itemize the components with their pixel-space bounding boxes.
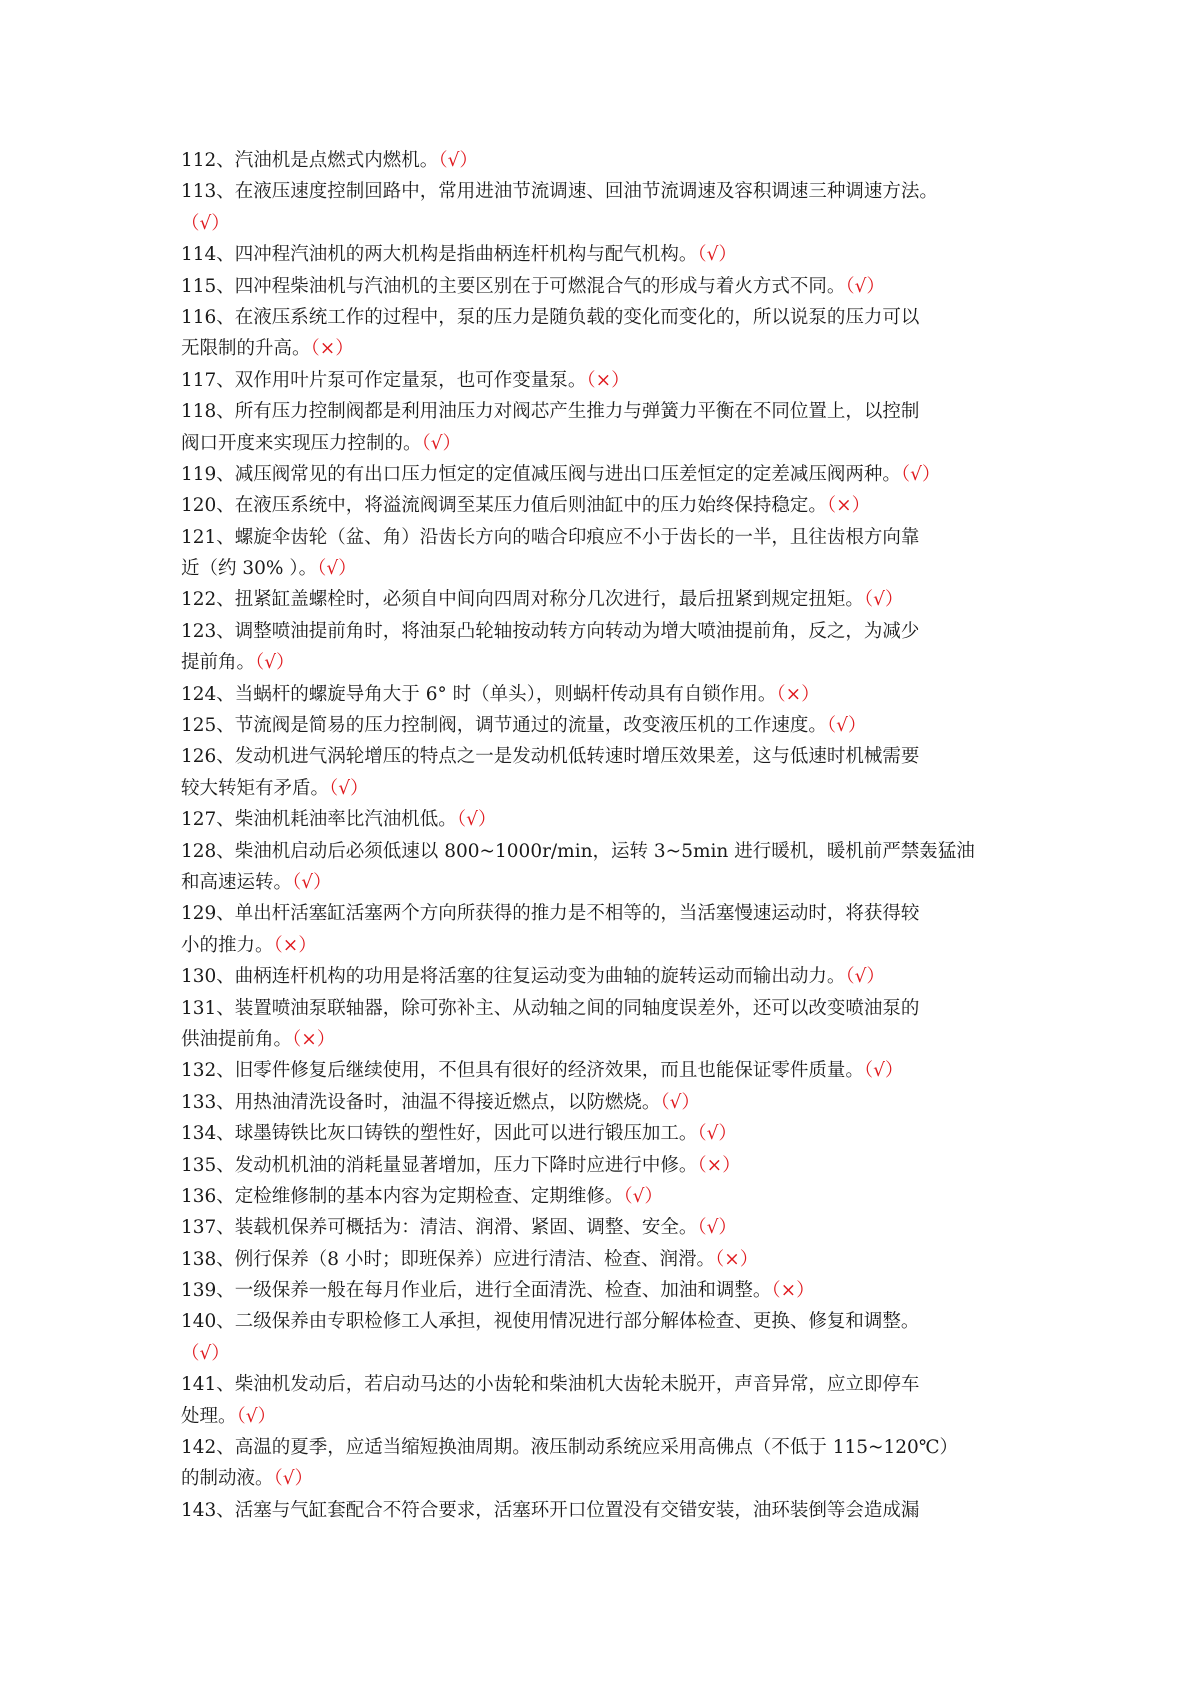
question-text: 阀口开度来实现压力控制的。 — [181, 432, 422, 454]
question-text: 128、柴油机启动后必须低速以 800~1000r/min，运转 3~5min 进行暖机，暖机前严禁轰猛油 — [181, 840, 975, 862]
question-text: 140、二级保养由专职检修工人承担，视使用情况进行部分解体检查、更换、修复和调整。 — [181, 1311, 920, 1333]
question-item — [181, 271, 1011, 302]
question-line — [181, 522, 1011, 553]
question-item — [181, 1275, 1011, 1306]
question-line — [181, 208, 1011, 239]
question-text: 142、高温的夏季，应适当缩短换油周期。液压制动系统应采用高佛点（不低于 115~120℃） — [181, 1437, 959, 1459]
answer-mark: （√） — [255, 652, 295, 674]
question-text: 120、在液压系统中，将溢流阀调至某压力值后则油缸中的压力始终保持稳定。 — [181, 495, 827, 517]
question-line — [181, 1306, 1011, 1337]
question-line — [181, 616, 1011, 647]
answer-mark: （√） — [292, 871, 332, 893]
question-text: 近（约 30% ）。 — [181, 558, 318, 580]
answer-mark: （√） — [863, 1060, 904, 1082]
question-line — [181, 365, 1011, 396]
answer-mark: （√） — [845, 966, 885, 988]
question-line — [181, 1401, 1011, 1432]
question-line — [181, 1055, 1011, 1086]
question-text: 136、定检维修制的基本内容为定期检查、定期维修。 — [181, 1185, 624, 1207]
question-line — [181, 1118, 1011, 1149]
question-line — [181, 490, 1011, 521]
question-line — [181, 333, 1011, 364]
question-item — [181, 1244, 1011, 1275]
question-line — [181, 679, 1011, 710]
question-line — [181, 239, 1011, 270]
question-text: 113、在液压速度控制回路中，常用进油节流调速、回油节流调速及容积调速三种调速方法。 — [181, 181, 938, 203]
question-line — [181, 773, 1011, 804]
question-item — [181, 679, 1011, 710]
question-line — [181, 1024, 1011, 1055]
question-line — [181, 1087, 1011, 1118]
question-item — [181, 616, 1011, 679]
question-line — [181, 741, 1011, 772]
question-line — [181, 930, 1011, 961]
question-line — [181, 993, 1011, 1024]
answer-mark: （√） — [697, 1217, 737, 1239]
question-line — [181, 459, 1011, 490]
question-line — [181, 302, 1011, 333]
question-text: 121、螺旋伞齿轮（盆、角）沿齿长方向的啮合印痕应不小于齿长的一半，且往齿根方向靠 — [181, 526, 920, 548]
question-item — [181, 1087, 1011, 1118]
answer-mark: （×） — [826, 495, 871, 517]
answer-mark: （√） — [697, 244, 737, 266]
question-text: 118、所有压力控制阀都是利用油压力对阀芯产生推力与弹簧力平衡在不同位置上，以控制 — [181, 401, 920, 423]
answer-mark: （×） — [776, 683, 820, 705]
question-line — [181, 396, 1011, 427]
question-line — [181, 145, 1011, 176]
question-line — [181, 867, 1011, 898]
question-text: 112、汽油机是点燃式内燃机。 — [181, 150, 439, 171]
question-text: 134、球墨铸铁比灰口铸铁的塑性好，因此可以进行锻压加工。 — [181, 1123, 698, 1145]
question-line — [181, 176, 1011, 207]
question-item — [181, 804, 1011, 835]
question-line — [181, 1181, 1011, 1212]
answer-mark: （×） — [586, 369, 630, 391]
question-line — [181, 1212, 1011, 1243]
answer-mark: （√） — [697, 1123, 737, 1145]
answer-mark: （√） — [317, 558, 357, 580]
answer-mark: （√） — [623, 1185, 663, 1207]
question-line — [181, 1275, 1011, 1306]
question-text: 的制动液。 — [181, 1468, 274, 1490]
answer-mark: （×） — [292, 1028, 336, 1050]
question-text: 139、一级保养一般在每月作业后，进行全面清洗、检查、加油和调整。 — [181, 1280, 772, 1302]
answer-mark: （×） — [714, 1248, 759, 1270]
question-text: 119、减压阀常见的有出口压力恒定的定值减压阀与进出口压差恒定的定差减压阀两种。 — [181, 463, 901, 485]
question-item — [181, 584, 1011, 615]
answer-mark: （√） — [273, 1468, 314, 1490]
question-line — [181, 1244, 1011, 1275]
question-line — [181, 553, 1011, 584]
question-item — [181, 710, 1011, 741]
question-line — [181, 1432, 1011, 1463]
question-text: 114、四冲程汽油机的两大机构是指曲柄连杆机构与配气机构。 — [181, 244, 698, 266]
answer-mark: （×） — [771, 1280, 815, 1302]
question-text: 138、例行保养（8 小时；即班保养）应进行清洁、检查、润滑。 — [181, 1248, 715, 1270]
question-item — [181, 490, 1011, 521]
question-text: 135、发动机机油的消耗量显著增加，压力下降时应进行中修。 — [181, 1154, 698, 1176]
question-item — [181, 1150, 1011, 1181]
question-text: 123、调整喷油提前角时，将油泵凸轮轴按动转方向转动为增大喷油提前角，反之，为减少 — [181, 620, 920, 642]
question-text: 141、柴油机发动后，若启动马达的小齿轮和柴油机大齿轮未脱开，声音异常，应立即停车 — [181, 1374, 920, 1396]
question-text: 129、单出杆活塞缸活塞两个方向所获得的推力是不相等的，当活塞慢速运动时，将获得较 — [181, 903, 920, 925]
question-line — [181, 647, 1011, 678]
question-text: 116、在液压系统工作的过程中，泵的压力是随负载的变化而变化的，所以说泵的压力可以 — [181, 306, 920, 328]
question-item — [181, 1055, 1011, 1086]
question-text: 126、发动机进气涡轮增压的特点之一是发动机低转速时增压效果差，这与低速时机械需要 — [181, 746, 920, 768]
question-item — [181, 239, 1011, 270]
question-text: 127、柴油机耗油率比汽油机低。 — [181, 809, 457, 831]
answer-mark: （×） — [273, 934, 317, 956]
question-line — [181, 836, 1011, 867]
question-line — [181, 1338, 1011, 1369]
question-text: 和高速运转。 — [181, 871, 293, 893]
question-item — [181, 176, 1011, 239]
answer-mark: （×） — [697, 1154, 741, 1176]
question-text: 117、双作用叶片泵可作定量泵，也可作变量泵。 — [181, 369, 587, 391]
question-text: 130、曲柄连杆机构的功用是将活塞的往复运动变为曲轴的旋转运动而输出动力。 — [181, 966, 846, 988]
question-text: 122、扭紧缸盖螺栓时，必须自中间向四周对称分几次进行，最后扭紧到规定扭矩。 — [181, 589, 864, 611]
question-item — [181, 741, 1011, 804]
answer-mark: （√） — [236, 1405, 277, 1427]
question-item — [181, 302, 1011, 365]
question-text: 提前角。 — [181, 652, 256, 674]
answer-mark: （√） — [900, 463, 941, 485]
question-line — [181, 428, 1011, 459]
answer-mark: （√） — [438, 150, 478, 171]
question-item — [181, 1495, 1011, 1526]
question-line — [181, 1495, 1011, 1526]
question-item — [181, 993, 1011, 1056]
question-line — [181, 1369, 1011, 1400]
question-item — [181, 459, 1011, 490]
answer-mark: （√） — [421, 432, 462, 454]
question-text: 无限制的升高。 — [181, 338, 311, 360]
question-item — [181, 961, 1011, 992]
question-line — [181, 710, 1011, 741]
question-line — [181, 804, 1011, 835]
question-item — [181, 1306, 1011, 1369]
answer-mark: （√） — [181, 212, 230, 234]
question-line — [181, 898, 1011, 929]
question-item — [181, 1118, 1011, 1149]
answer-mark: （√） — [456, 809, 497, 831]
question-item — [181, 522, 1011, 585]
question-item — [181, 1212, 1011, 1243]
question-text: 132、旧零件修复后继续使用，不但具有很好的经济效果，而且也能保证零件质量。 — [181, 1060, 864, 1082]
question-item — [181, 836, 1011, 899]
answer-mark: （√） — [329, 777, 369, 799]
question-line — [181, 961, 1011, 992]
question-text: 124、当蜗杆的螺旋导角大于 6° 时（单头），则蜗杆传动具有自锁作用。 — [181, 683, 777, 705]
question-text: 处理。 — [181, 1405, 237, 1427]
question-text: 137、装载机保养可概括为：清洁、润滑、紧固、调整、安全。 — [181, 1217, 698, 1239]
question-line — [181, 1463, 1011, 1494]
answer-mark: （√） — [660, 1091, 700, 1113]
question-item — [181, 898, 1011, 961]
question-item — [181, 145, 1011, 176]
question-line — [181, 1150, 1011, 1181]
answer-mark: （√） — [826, 715, 867, 737]
answer-mark: （√） — [863, 589, 904, 611]
question-text: 125、节流阀是简易的压力控制阀，调节通过的流量，改变液压机的工作速度。 — [181, 715, 827, 737]
question-item — [181, 365, 1011, 396]
question-line — [181, 584, 1011, 615]
answer-mark: （×） — [310, 338, 354, 360]
question-text: 131、装置喷油泵联轴器，除可弥补主、从动轴之间的同轴度误差外，还可以改变喷油泵的 — [181, 997, 920, 1019]
question-item — [181, 1432, 1011, 1495]
question-line — [181, 271, 1011, 302]
question-text: 供油提前角。 — [181, 1028, 293, 1050]
question-list — [181, 145, 1011, 1526]
question-text: 较大转矩有矛盾。 — [181, 777, 330, 799]
question-text: 小的推力。 — [181, 934, 274, 956]
answer-mark: （√） — [845, 275, 885, 297]
question-item — [181, 396, 1011, 459]
question-item — [181, 1181, 1011, 1212]
question-text: 133、用热油清洗设备时，油温不得接近燃点，以防燃烧。 — [181, 1091, 661, 1113]
question-text: 115、四冲程柴油机与汽油机的主要区别在于可燃混合气的形成与着火方式不同。 — [181, 275, 846, 297]
answer-mark: （√） — [181, 1342, 230, 1364]
question-item — [181, 1369, 1011, 1432]
question-text: 143、活塞与气缸套配合不符合要求，活塞环开口位置没有交错安装，油环装倒等会造成漏 — [181, 1499, 920, 1521]
